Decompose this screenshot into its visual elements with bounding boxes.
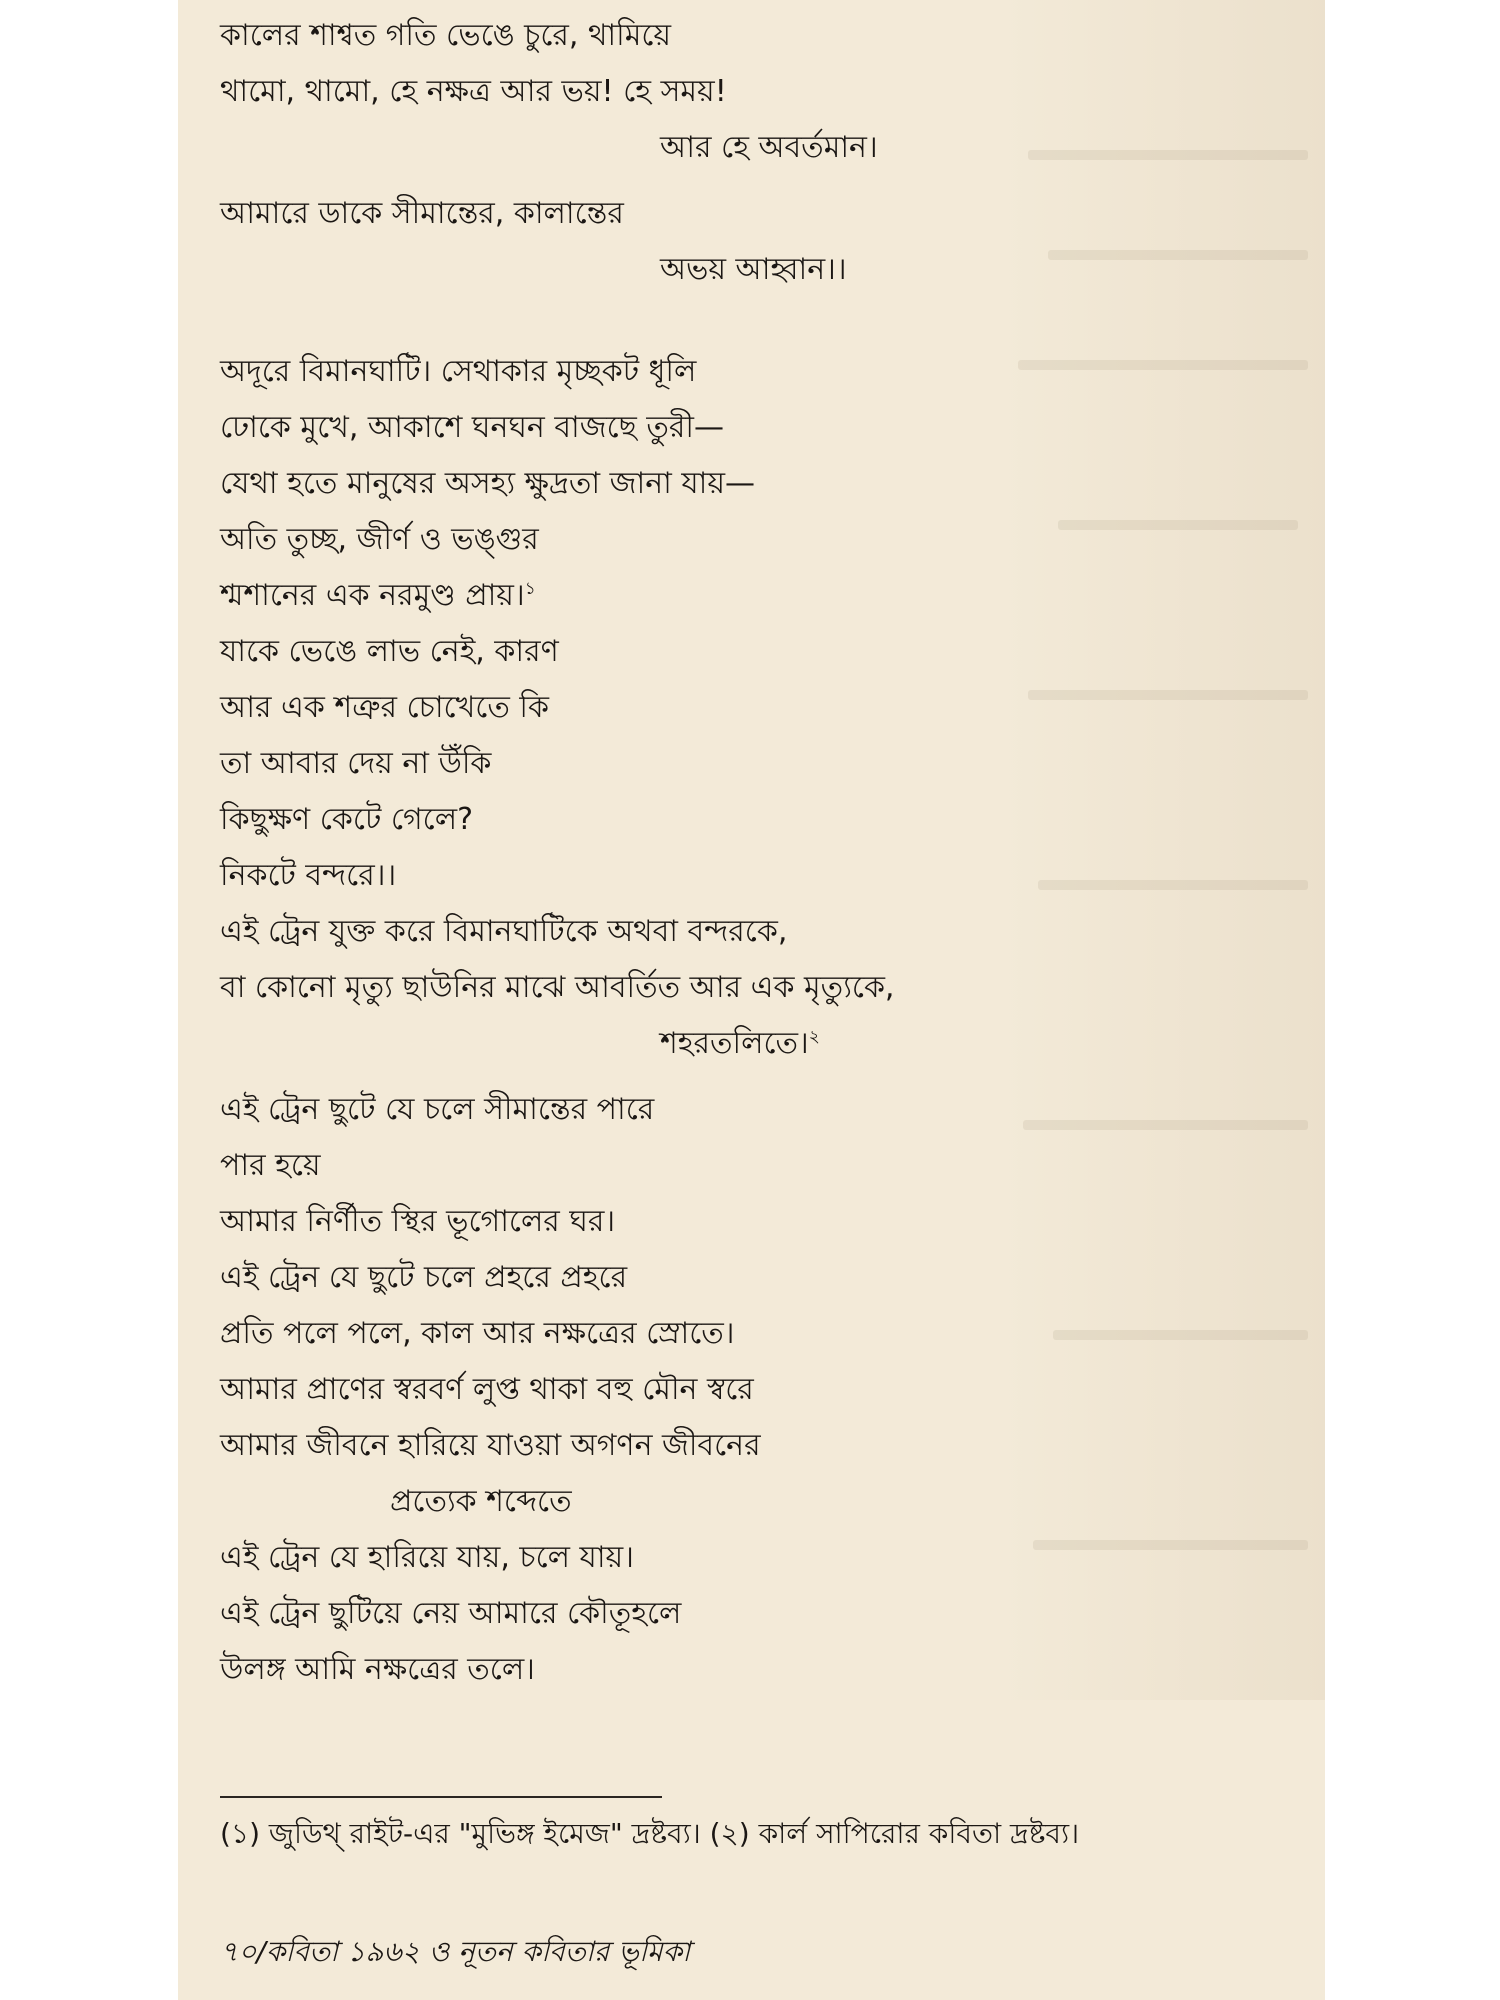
- poem-line: অদূরে বিমানঘাটি। সেথাকার মৃচ্ছকট ধূলি: [220, 354, 697, 389]
- poem-line: অভয় আহ্বান।।: [660, 252, 847, 287]
- poem-line: আমার প্রাণের স্বরবর্ণ লুপ্ত থাকা বহু মৌন স্বরে: [220, 1372, 754, 1407]
- poem-line: আর হে অবর্তমান।: [660, 130, 878, 165]
- poem-line: ঢোকে মুখে, আকাশে ঘনঘন বাজছে তুরী—: [220, 410, 724, 445]
- poem-line: এই ট্রেন যে হারিয়ে যায়, চলে যায়।: [220, 1540, 634, 1575]
- poem-line: যাকে ভেঙে লাভ নেই, কারণ: [220, 634, 559, 669]
- show-through-line: [1023, 1120, 1308, 1130]
- show-through-line: [1058, 520, 1298, 530]
- poem-line: প্রতি পলে পলে, কাল আর নক্ষত্রের স্রোতে।: [220, 1316, 735, 1351]
- show-through-line: [1028, 150, 1308, 160]
- poem-line: আমার জীবনে হারিয়ে যাওয়া অগণন জীবনের: [220, 1428, 761, 1463]
- poem-line: অতি তুচ্ছ, জীর্ণ ও ভঙ্গুর: [220, 522, 539, 557]
- footnote-divider: [220, 1796, 662, 1798]
- poem-line: এই ট্রেন যে ছুটে চলে প্রহরে প্রহরে: [220, 1260, 628, 1295]
- poem-line: প্রত্যেক শব্দেতে: [390, 1484, 572, 1519]
- poem-line: আমার নির্ণীত স্থির ভূগোলের ঘর।: [220, 1204, 616, 1239]
- show-through-line: [1018, 360, 1308, 370]
- poem-line: এই ট্রেন ছুটিয়ে নেয় আমারে কৌতূহলে: [220, 1596, 682, 1631]
- poem-line: শহরতলিতে।$^২$: [660, 1026, 820, 1061]
- poem-line: উলঙ্গ আমি নক্ষত্রের তলে।: [220, 1652, 535, 1687]
- footnotes: (১) জুডিথ্ রাইট-এর "মুভিঙ্গ ইমেজ" দ্রষ্টব্য। (২) কার্ল সাপিরোর কবিতা দ্রষ্টব্য।: [220, 1817, 1080, 1850]
- show-through-shading: [998, 0, 1325, 1700]
- page-footer: ৭০/কবিতা ১৯৬২ ও নূতন কবিতার ভূমিকা: [220, 1935, 691, 1968]
- show-through-line: [1028, 690, 1308, 700]
- poem-line: শ্মশানের এক নরমুণ্ড প্রায়।$^১$: [220, 578, 536, 613]
- poem-line: তা আবার দেয় না উঁকি: [220, 746, 492, 781]
- poem-line: এই ট্রেন ছুটে যে চলে সীমান্তের পারে: [220, 1092, 655, 1127]
- footnote-marker: ২: [808, 1027, 820, 1047]
- footnote-marker: ১: [524, 579, 536, 599]
- poem-line: আমারে ডাকে সীমান্তের, কালান্তের: [220, 196, 624, 231]
- poem-line: কালের শাশ্বত গতি ভেঙে চুরে, থামিয়ে: [220, 18, 672, 53]
- book-page: [178, 0, 1325, 2000]
- show-through-line: [1053, 1330, 1308, 1340]
- poem-line: বা কোনো মৃত্যু ছাউনির মাঝে আবর্তিত আর এক মৃত্যুকে,: [220, 970, 895, 1005]
- poem-line: আর এক শত্রুর চোখেতে কি: [220, 690, 549, 725]
- poem-line: নিকটে বন্দরে।।: [220, 858, 397, 893]
- show-through-line: [1048, 250, 1308, 260]
- poem-line: থামো, থামো, হে নক্ষত্র আর ভয়! হে সময়!: [220, 74, 727, 109]
- show-through-line: [1038, 880, 1308, 890]
- poem-line: পার হয়ে: [220, 1148, 321, 1183]
- show-through-line: [1033, 1540, 1308, 1550]
- poem-line: এই ট্রেন যুক্ত করে বিমানঘাটিকে অথবা বন্দরকে,: [220, 914, 788, 949]
- poem-line: কিছুক্ষণ কেটে গেলে?: [220, 802, 473, 837]
- poem-line: যেথা হতে মানুষের অসহ্য ক্ষুদ্রতা জানা যায়—: [220, 466, 755, 501]
